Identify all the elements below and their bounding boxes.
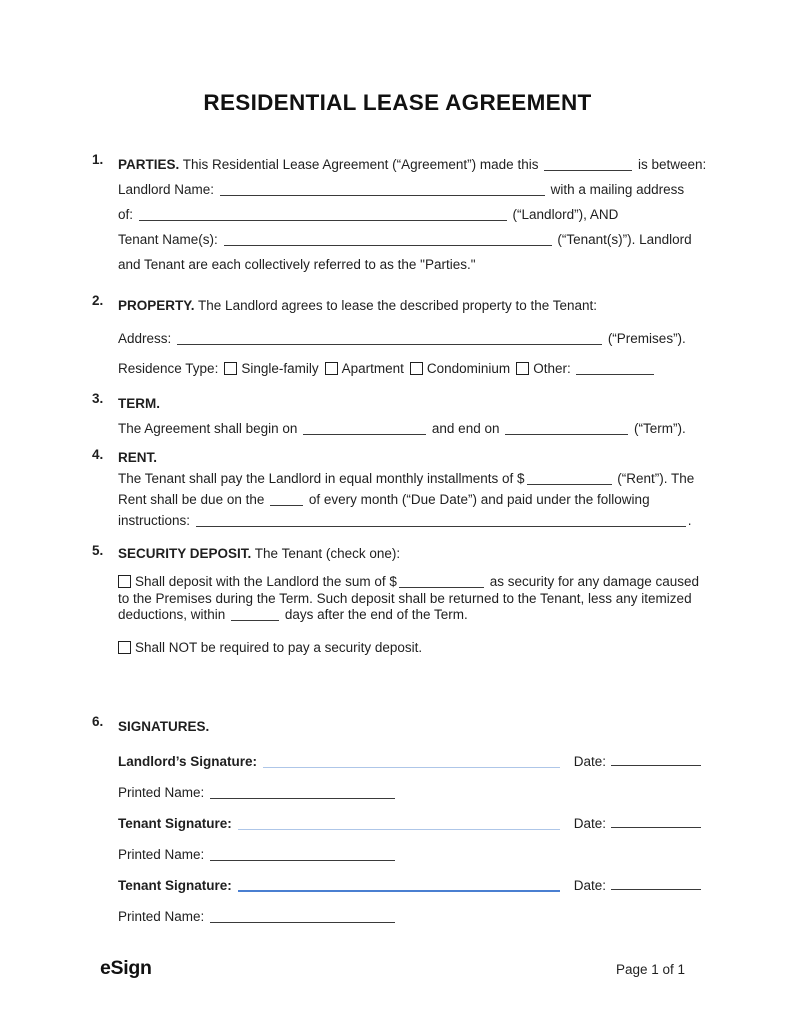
property-intro-line: [118, 293, 703, 318]
body-text: with a mailing address: [550, 182, 685, 197]
tenant-signature-field-1[interactable]: [238, 820, 560, 830]
document-title: RESIDENTIAL LEASE AGREEMENT: [203, 90, 592, 115]
body-text: .: [687, 513, 692, 528]
tenant-signature-date-field-1[interactable]: [611, 818, 701, 828]
landlord-name-line: [118, 177, 703, 202]
body-text: The Landlord agrees to lease the described property to the Tenant:: [198, 298, 598, 313]
landlord-signature-field[interactable]: [263, 758, 560, 768]
term-dates-line: [118, 416, 703, 441]
checkbox-no-deposit[interactable]: [118, 641, 131, 654]
landlord-name-label: Landlord Name:: [118, 182, 215, 197]
landlord-signature-label: Landlord’s Signature:: [118, 754, 258, 769]
tenant-name-field[interactable]: [224, 236, 552, 246]
section-heading: TERM.: [118, 396, 160, 411]
tenant-printed-name-field-1[interactable]: [210, 851, 395, 861]
residence-type-label: Residence Type:: [118, 361, 219, 376]
checkbox-apartment[interactable]: [325, 362, 338, 375]
residence-option-label: Condominium: [426, 361, 511, 376]
section-number: 5.: [92, 543, 104, 558]
body-text: The Tenant shall pay the Landlord in equal monthly installments of $: [118, 471, 525, 486]
document-body: [92, 152, 707, 925]
section-heading: PARTIES.: [118, 157, 180, 172]
property-address-line: [118, 326, 703, 351]
body-text: The Tenant (check one):: [254, 546, 401, 561]
date-label: Date:: [573, 816, 606, 831]
checkbox-other[interactable]: [516, 362, 529, 375]
section-number: 3.: [92, 391, 104, 406]
body-text: and end on: [431, 421, 500, 436]
landlord-printed-name-row: [118, 784, 703, 801]
rent-heading-line: [118, 447, 703, 468]
signatures-heading-line: [118, 714, 703, 739]
address-label: Address:: [118, 331, 172, 346]
mailing-address-label: of:: [118, 207, 134, 222]
landlord-name-field[interactable]: [220, 186, 545, 196]
landlord-address-line: [118, 202, 703, 227]
deposit-amount-field[interactable]: [399, 578, 484, 588]
body-text: deductions, within: [118, 607, 226, 622]
body-text: of every month (“Due Date”) and paid under the following: [308, 492, 650, 507]
security-deposit-heading-line: [118, 543, 703, 564]
body-text: to the Premises during the Term. Such deposit shall be returned to the Tenant, less any itemized: [118, 590, 692, 606]
body-text: Shall NOT be required to pay a security deposit.: [135, 639, 423, 655]
section-property: [92, 293, 703, 381]
printed-name-label: Printed Name:: [118, 785, 205, 800]
residence-type-line: [118, 356, 703, 381]
section-heading: PROPERTY.: [118, 298, 195, 313]
landlord-address-field[interactable]: [139, 211, 507, 221]
tenant-signature-date-field-2[interactable]: [611, 880, 701, 890]
body-text: Shall deposit with the Landlord the sum of $: [135, 574, 397, 589]
body-text: (“Rent”). The: [617, 471, 695, 486]
date-label: Date:: [573, 878, 606, 893]
term-start-date-field[interactable]: [303, 425, 426, 435]
page-footer: [100, 957, 685, 980]
printed-name-label: Printed Name:: [118, 847, 205, 862]
residence-other-field[interactable]: [576, 365, 654, 375]
payment-instructions-field[interactable]: [196, 517, 686, 527]
deposit-option-1-line: [118, 607, 703, 624]
rent-amount-line: [118, 468, 703, 489]
checkbox-single-family[interactable]: [224, 362, 237, 375]
term-end-date-field[interactable]: [505, 425, 628, 435]
body-text: (“Tenant(s)”). Landlord: [557, 232, 692, 247]
tenant-signature-row-2: [118, 877, 703, 894]
section-term: [92, 391, 703, 441]
body-text: and Tenant are each collectively referred to as the "Parties.": [118, 257, 476, 272]
body-text: (“Landlord”), AND: [512, 207, 619, 222]
esign-logo: eSign: [100, 957, 152, 979]
deposit-option-1-line: [118, 574, 703, 591]
body-text: (“Premises”).: [607, 331, 686, 346]
body-text: as security for any damage caused: [489, 574, 700, 589]
checkbox-shall-deposit[interactable]: [118, 575, 131, 588]
section-heading: SIGNATURES.: [118, 719, 210, 734]
deposit-return-days-field[interactable]: [231, 611, 279, 621]
term-heading-line: [118, 391, 703, 416]
landlord-signature-row: [118, 753, 703, 770]
tenant-printed-name-row-1: [118, 846, 703, 863]
body-text: The Agreement shall begin on: [118, 421, 298, 436]
deposit-option-1-line: [118, 591, 703, 608]
body-text: days after the end of the Term.: [284, 607, 468, 622]
deposit-option-1: [118, 574, 703, 624]
residence-option-label: Apartment: [341, 361, 404, 376]
parties-closing-line: [118, 252, 703, 277]
property-address-field[interactable]: [177, 335, 602, 345]
body-text: Rent shall be due on the: [118, 492, 265, 507]
section-number: 2.: [92, 293, 104, 308]
tenant-signature-label: Tenant Signature:: [118, 878, 232, 893]
instructions-label: instructions:: [118, 513, 191, 528]
tenant-name-line: [118, 227, 703, 252]
residence-option-label: Other:: [533, 361, 571, 376]
body-text: is between:: [637, 157, 707, 172]
section-signatures: [92, 714, 703, 925]
tenant-printed-name-field-2[interactable]: [210, 913, 395, 923]
rent-due-day-field[interactable]: [270, 496, 303, 506]
tenant-signature-row-1: [118, 815, 703, 832]
deposit-option-2: [118, 640, 703, 657]
rent-amount-field[interactable]: [527, 475, 612, 485]
residence-option-label: Single-family: [241, 361, 319, 376]
rent-due-line: [118, 489, 703, 510]
printed-name-label: Printed Name:: [118, 909, 205, 924]
checkbox-condominium[interactable]: [410, 362, 423, 375]
section-security-deposit: [92, 543, 703, 656]
page-indicator: Page 1 of 1: [615, 962, 685, 977]
tenant-printed-name-row-2: [118, 908, 703, 925]
section-rent: [92, 447, 703, 531]
section-number: 6.: [92, 714, 104, 729]
body-text: (“Term”).: [634, 421, 686, 436]
landlord-printed-name-field[interactable]: [210, 789, 395, 799]
body-text: This Residential Lease Agreement (“Agreement”) made this: [182, 157, 539, 172]
section-heading: RENT.: [118, 450, 158, 465]
section-number: 4.: [92, 447, 104, 462]
rent-instructions-line: [118, 510, 703, 531]
section-number: 1.: [92, 152, 104, 167]
parties-intro-line: [118, 152, 707, 177]
tenant-name-label: Tenant Name(s):: [118, 232, 218, 247]
section-parties: [92, 152, 707, 277]
landlord-signature-date-field[interactable]: [611, 756, 701, 766]
tenant-signature-label: Tenant Signature:: [118, 816, 232, 831]
section-heading: SECURITY DEPOSIT.: [118, 546, 252, 561]
agreement-date-field[interactable]: [544, 161, 632, 171]
date-label: Date:: [573, 754, 606, 769]
tenant-signature-field-2[interactable]: [238, 882, 560, 892]
